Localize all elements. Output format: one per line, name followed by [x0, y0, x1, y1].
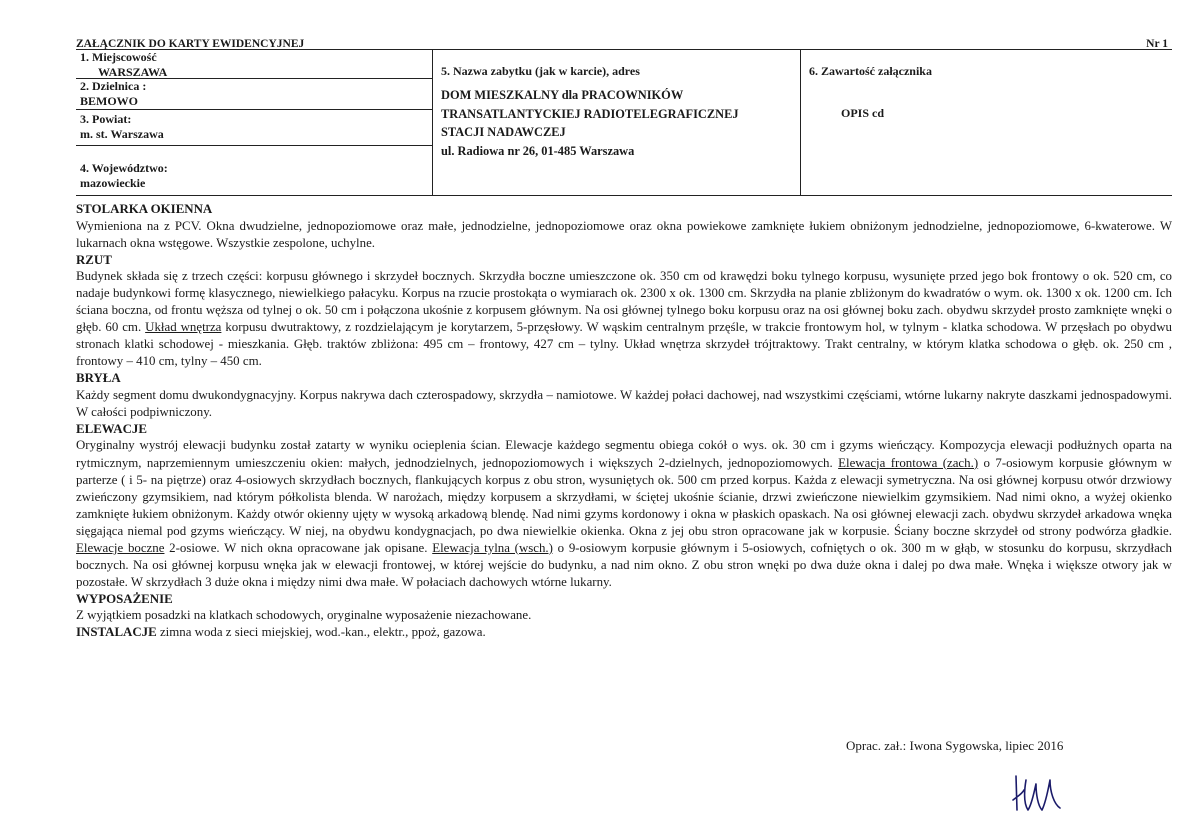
- section-text-rzut: [76, 268, 1172, 370]
- rzut-underlined-term: Układ wnętrza: [145, 320, 222, 335]
- header-table: [76, 49, 1172, 196]
- location-column: [76, 50, 433, 195]
- attachment-number: Nr 1: [1146, 38, 1168, 50]
- powiat-cell: [76, 110, 432, 146]
- section-title-rzut: RZUT: [76, 252, 112, 267]
- section-instalacje: [76, 624, 1172, 641]
- section-text-wyposazenie: Z wyjątkiem posadzki na klatkach schodowych, oryginalne wyposażenie niezachowane.: [76, 608, 532, 623]
- section-title-bryla: BRYŁA: [76, 371, 121, 386]
- section-text-instalacje: zimna woda z sieci miejskiej, wod.-kan., elektr., ppoż, gazowa.: [156, 625, 486, 640]
- section-title-instalacje: INSTALACJE: [76, 625, 157, 640]
- section-text-stolarka: Wymieniona na z PCV. Okna dwudzielne, jednopoziomowe oraz małe, jednodzielne, jednopoziomowe oraz okna powiekowe zamknięte łukiem obniżonym jednodzielne, jednopoziomowe, 6-kwaterowe. W lukarnach okna wstęgowe. Wszystkie zespolone, uchylne.: [76, 218, 1172, 250]
- monument-address: ul. Radiowa nr 26, 01-485 Warszawa: [441, 143, 635, 158]
- powiat-value: m. st. Warszawa: [80, 127, 164, 141]
- form-title: ZAŁĄCZNIK DO KARTY EWIDENCYJNEJ: [76, 38, 305, 50]
- section-text-elewacje: [76, 437, 1172, 590]
- attachment-content-value: OPIS cd: [841, 106, 885, 120]
- section-title-elewacje: ELEWACJE: [76, 421, 147, 436]
- rzut-text-b: korpusu dwutraktowy, z rozdzielającym je korytarzem, 5-przęsłowy. W wąskim centralnym przęśle, w trakcie frontowym hol, w tylnym - klatka schodowa. W przęsłach po obydwu stronach klatki schodowej - mieszkania. Głęb. traktów zbliżona: 495 cm – frontowy, 427 cm – tylny. Układ wnętrza skrzydeł trójtraktowy. Trakt centralny, w którym klatka schodowa o głęb. ok. 250 cm , frontowy – 410 cm, tylny – 450 cm.: [76, 320, 1172, 369]
- description-body: [76, 201, 1172, 641]
- miejscowosc-value: WARSZAWA: [98, 65, 168, 79]
- monument-name-line3: STACJI NADAWCZEJ: [441, 125, 566, 139]
- powiat-label: 3. Powiat:: [80, 112, 132, 126]
- dzielnica-value: BEMOWO: [80, 94, 139, 108]
- elewacje-text-c: 2-osiowe. W nich okna opracowane jak opisane.: [164, 540, 433, 555]
- wojewodztwo-value: mazowieckie: [80, 176, 146, 190]
- elewacje-underlined-side: Elewacje boczne: [76, 540, 165, 555]
- dzielnica-cell: [76, 79, 432, 110]
- section-title-stolarka: STOLARKA OKIENNA: [76, 202, 213, 216]
- rzut-text-a: Budynek składa się z trzech części: korpusu głównego i skrzydeł bocznych. Skrzydła boczne umieszczone ok. 350 cm od krawędzi boku tylnego korpusu, wysunięte przed jego bok frontowy o ok. 520 cm, co nadaje budynkowi formę klasycznego, niewielkiego pałacyku. Korpus na rzucie prostokąta o wymiarach ok. 2300 x ok. 1300 cm. Skrzydła na planie zbliżonym do kwadratów o wym. ok. 1300 x ok. 1200 cm. Ich ściana boczna, od frontu węższa od tylnej o ok. 50 cm i połączona ukośnie z korpusem głównym. Na osi głównej tylnego boku korpusu oraz na osi głównej boku zach. obydwu skrzydeł prosto zamknięte wnęki o głęb. 60 cm.: [76, 269, 1172, 335]
- miejscowosc-cell: [76, 50, 432, 79]
- section-title-wyposazenie: WYPOSAŻENIE: [76, 591, 173, 606]
- monument-name: [441, 86, 739, 160]
- monument-name-label: 5. Nazwa zabytku (jak w karcie), adres: [441, 64, 640, 78]
- handwritten-signature-icon: [1010, 770, 1064, 818]
- elewacje-text-a: Oryginalny wystrój elewacji budynku został zatarty w wyniku ocieplenia ścian. Elewacje każdego segmentu obiega cokół o wys. ok. 30 cm i gzyms wieńczący. Kompozycja elewacji podłużnych oparta na rytmicznym, naprzemiennym umieszczeniu okien: małych, jednodzielnych, jednopoziomowych i większych 2-dzielnych, jednopoziomowych.: [76, 438, 1172, 470]
- author-credit: Oprac. zał.: Iwona Sygowska, lipiec 2016: [846, 738, 1064, 753]
- elewacje-text-b: o 7-osiowym korpusie głównym w parterze ( i 5- na piętrze) oraz 4-osiowych skrzydłach bocznych, flankujących korpus z obu stron, wysuniętych ok. 500 cm przed korpus. Każda z elewacji symetryczna. Na osi głównej korpusu otwór drzwiowy zwieńczony gzymsikiem, nad którym półkolista blenda. W narożach, między korpusem a skrzydłami, w ściętej ukośnie ścianie, drzwi zwieńczone niewielkim gzymsikiem. Nad nimi okno, a wyżej okienko zamknięte łukiem obniżonym. Każdy otwór okienny ujęty w wysoką arkadową blendę. Nad nimi gzyms kordonowy i okna w płaskich opaskach. Na osi głównej elewacji zach. obydwu skrzydeł arkadowa wnęka sięgająca niemal pod gzyms wieńczący. W niej, na obydwu kondygnacjach, po dwa niewielkie okienka. Okna z jej obu stron opracowane jak w korpusie. Ściany boczne skrzydeł od strony podwórza gładkie.: [76, 455, 1172, 538]
- wojewodztwo-cell: [76, 146, 432, 195]
- wojewodztwo-label: 4. Województwo:: [80, 161, 168, 175]
- monument-name-line2: TRANSATLANTYCKIEJ RADIOTELEGRAFICZNEJ: [441, 106, 739, 121]
- dzielnica-label: 2. Dzielnica :: [80, 79, 147, 93]
- section-text-bryla: Każdy segment domu dwukondygnacyjny. Korpus nakrywa dach czterospadowy, skrzydła – namiotowe. W każdej połaci dachowej, nad wszystkimi częściami, wtórne lukarny nakryte daszkami jednospadowymi. W całości podpiwniczony.: [76, 387, 1172, 419]
- elewacje-underlined-rear: Elewacja tylna (wsch.): [432, 540, 553, 555]
- monument-name-line1: DOM MIESZKALNY dla PRACOWNIKÓW: [441, 88, 684, 102]
- elewacje-underlined-front: Elewacja frontowa (zach.): [838, 455, 979, 470]
- elewacje-text-d: o 9-osiowym korpusie głównym i 5-osiowych, cofniętych o ok. 300 m w głąb, w stosunku do korpusu, skrzydłach bocznych. Na osi głównej korpusu wnęka jak w elewacji frontowej, w której wejście do budynku, a nad nim okno. Z obu stron wnęki po dwa duże okna i dalej po dwa małe. Wnęka i większe otwory jak w pozostałe. W skrzydłach 3 duże okna i między nimi dwa małe. W połaciach dachowych wtórne lukarny.: [76, 540, 1172, 589]
- miejscowosc-label: 1. Miejscowość: [80, 50, 157, 64]
- monument-name-column: [433, 50, 801, 195]
- attachment-content-column: [801, 50, 1172, 195]
- attachment-content-label: 6. Zawartość załącznika: [809, 64, 932, 78]
